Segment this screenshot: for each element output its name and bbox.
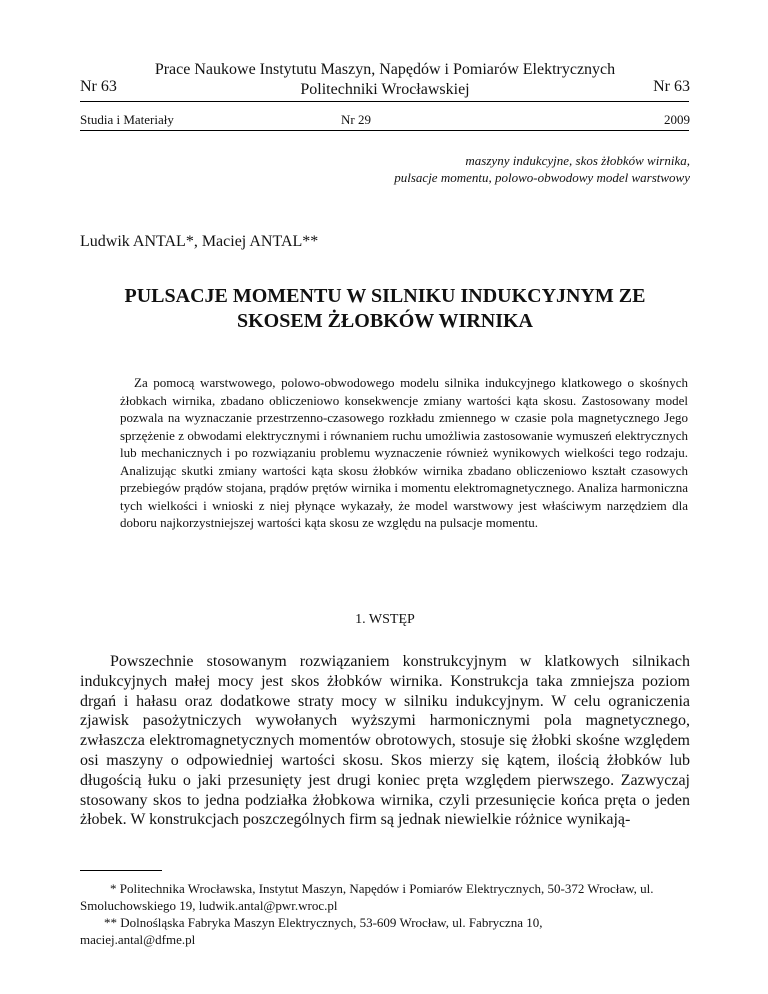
authors: Ludwik ANTAL*, Maciej ANTAL**: [80, 233, 319, 250]
footnote-1: * Politechnika Wrocławska, Instytut Maszyn, Napędów i Pomiarów Elektrycznych, 50-372 Wrocław, ul. Smoluchowskiego 19, ludwik.antal@pwr.wroc.pl: [80, 881, 654, 913]
subheader-rule: [80, 130, 689, 131]
header-rule: [80, 101, 689, 102]
issue-number-left: Nr 63: [80, 78, 117, 95]
publication-year: 2009: [664, 112, 690, 127]
footnote-2: [80, 914, 690, 948]
paper-title-line1: PULSACJE MOMENTU W SILNIKU INDUKCYJNYM ZE: [124, 285, 646, 307]
paper-title: [80, 284, 690, 334]
paper-title-line2: SKOSEM ŻŁOBKÓW WIRNIKA: [237, 310, 533, 332]
body-paragraph: Powszechnie stosowanym rozwiązaniem konstrukcyjnym w klatkowych silnikach indukcyjnych małej mocy jest skos żłobków wirnika. Konstrukcja taka zmniejsza poziom drgań i hałasu oraz dodatkowe straty mocy w silniku indukcyjnym. W celu ograniczenia zjawisk pasożytniczych wywołanych wyższymi harmonicznymi pola magnetycznego, zwłaszcza elektromagnetycznych momentów obrotowych, stosuje się żłobki skośne względem osi maszyny o odpowiedniej wartości skosu. Skos mierzy się kątem, ilością żłobków lub długością łuku o jaki przesunięty jest drugi koniec pręta względem pierwszego. Zazwyczaj stosowany skos to jedna podziałka żłobkowa wirnika, czyli przesunięcie końca pręta o jeden żłobek. W konstrukcjach poszczególnych firm są jednak niewielkie różnice wynikają-: [80, 653, 690, 829]
series-name: Studia i Materiały: [80, 112, 174, 127]
issue-number-right: Nr 63: [653, 78, 690, 95]
journal-title: [80, 60, 690, 100]
section-heading: 1. WSTĘP: [355, 612, 415, 627]
journal-title-line1: Prace Naukowe Instytutu Maszyn, Napędów i Pomiarów Elektrycznych: [154, 61, 616, 78]
abstract: Za pomocą warstwowego, polowo-obwodowego modelu silnika indukcyjnego klatkowego o skośnych żłobkach wirnika, zbadano obliczeniowo konsekwencje zmiany wartości kąta skosu. Zastosowany model pozwala na wyznaczanie przestrzenno-czasowego rozkładu zmiennego w czasie pola magnetycznego Jego sprzężenie z obwodami elektrycznymi i równaniem ruchu umożliwia zastosowanie wymuszeń elektrycznych lub mechanicznych i po rozwiązaniu problemu wyznaczenie również wynikowych wielkości tego rodzaju. Analizując skutki zmiany wartości kąta skosu żłobków wirnika zbadano obliczeniowo kształt czasowych przebiegów prądów stojana, prądów prętów wirnika i momentu elektromagnetycznego. Analiza harmoniczna tych wielkości i wnioski z niej płynące wykazały, że model warstwowy jest właściwym narzędziem dla doboru najkorzystniejszej wartości kąta skosu ze względu na pulsacje momentu.: [120, 375, 688, 530]
keywords-line1: maszyny indukcyjne, skos żłobków wirnika,: [465, 153, 690, 168]
journal-title-line2: Politechniki Wrocławskiej: [300, 81, 470, 98]
footnote-2-line2: maciej.antal@dfme.pl: [80, 932, 196, 947]
series-number: Nr 29: [341, 112, 371, 127]
footnote-rule: [80, 870, 162, 871]
keywords-line2: pulsacje momentu, polowo-obwodowy model warstwowy: [394, 170, 690, 185]
keywords: [230, 152, 690, 186]
footnote-2-line1: ** Dolnośląska Fabryka Maszyn Elektrycznych, 53-609 Wrocław, ul. Fabryczna 10,: [104, 915, 543, 930]
